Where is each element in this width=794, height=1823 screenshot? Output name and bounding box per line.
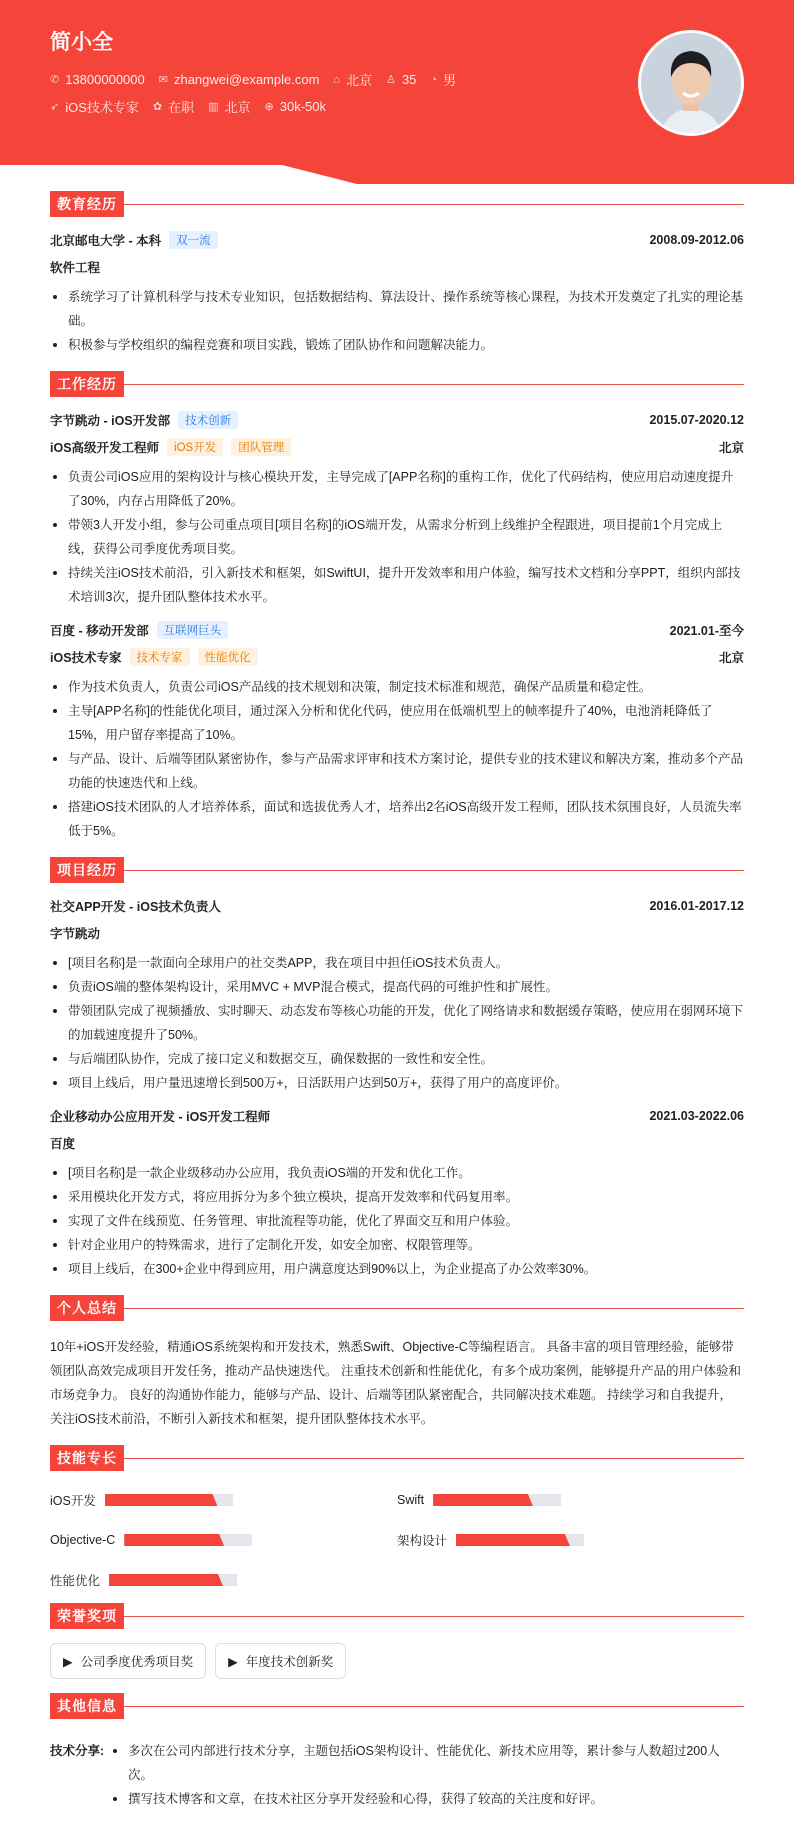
age-icon: ♙ bbox=[386, 74, 396, 86]
role-tag: 技术专家 bbox=[130, 648, 190, 666]
status: 在职 bbox=[168, 100, 195, 115]
position: iOS技术专家 bbox=[65, 100, 139, 115]
list-item: 系统学习了计算机科学与技术专业知识，包括数据结构、算法设计、操作系统等核心课程，为技术开发奠定了扎实的理论基础。 bbox=[50, 285, 744, 333]
email-icon: ✉ bbox=[158, 74, 168, 86]
list-item: 项目上线后，在300+企业中得到应用，用户满意度达到90%以上，为企业提高了办公效率30%。 bbox=[50, 1257, 744, 1281]
project-name: 社交APP开发 - iOS技术负责人 bbox=[50, 900, 221, 914]
project-org: 字节跳动 bbox=[50, 927, 101, 941]
award-label: 公司季度优秀项目奖 bbox=[80, 1655, 194, 1669]
education-entry bbox=[50, 231, 744, 357]
list-item: 项目上线后，用户量迅速增长到500万+，日活跃用户达到50万+，获得了用户的高度评价。 bbox=[50, 1071, 744, 1095]
send-icon: ➶ bbox=[50, 101, 60, 113]
section-title: 个人总结 bbox=[50, 1295, 124, 1321]
skill-item bbox=[50, 1531, 397, 1549]
list-item: 针对企业用户的特殊需求，进行了定制化开发，如安全加密、权限管理等。 bbox=[50, 1233, 744, 1257]
phone-icon: ✆ bbox=[50, 74, 60, 86]
job-intent-row bbox=[50, 97, 326, 116]
project-entry bbox=[50, 1107, 744, 1281]
triangle-icon: ▶ bbox=[63, 1654, 73, 1669]
skill-item bbox=[397, 1531, 744, 1549]
award-item bbox=[50, 1643, 206, 1679]
gender-icon: ◔ bbox=[430, 73, 438, 86]
phone: 13800000000 bbox=[65, 72, 145, 87]
project-date: 2016.01-2017.12 bbox=[649, 899, 744, 913]
list-item: [项目名称]是一款面向全球用户的社交类APP，我在项目中担任iOS技术负责人。 bbox=[50, 951, 744, 975]
project-entry bbox=[50, 897, 744, 1095]
role-tag: iOS开发 bbox=[167, 438, 223, 456]
skill-bar bbox=[109, 1574, 237, 1586]
resume-body bbox=[0, 191, 794, 1823]
skill-name: Swift bbox=[397, 1493, 425, 1507]
triangle-icon: ▶ bbox=[228, 1654, 238, 1669]
work-date: 2015.07-2020.12 bbox=[649, 413, 744, 427]
list-item: 实现了文件在线预览、任务管理、审批流程等功能，优化了界面交互和用户体验。 bbox=[50, 1209, 744, 1233]
salary: 30k-50k bbox=[279, 99, 327, 114]
salary-icon: ⊕ bbox=[264, 101, 274, 113]
award-label: 年度技术创新奖 bbox=[245, 1655, 334, 1669]
project-name: 企业移动办公应用开发 - iOS开发工程师 bbox=[50, 1110, 271, 1124]
skill-item bbox=[397, 1491, 744, 1509]
gender: 男 bbox=[443, 73, 457, 88]
role-tag: 团队管理 bbox=[231, 438, 291, 456]
candidate-name: 简小全 bbox=[50, 31, 113, 54]
section-work bbox=[50, 371, 744, 397]
skill-bar bbox=[124, 1534, 252, 1546]
section-title: 教育经历 bbox=[50, 191, 124, 217]
section-title: 荣誉奖项 bbox=[50, 1603, 124, 1629]
other-label: 技术分享: bbox=[50, 1744, 105, 1758]
edu-date: 2008.09-2012.06 bbox=[649, 233, 744, 247]
section-title: 其他信息 bbox=[50, 1693, 124, 1719]
email: zhangwei@example.com bbox=[173, 72, 320, 87]
list-item: [项目名称]是一款企业级移动办公应用，我负责iOS端的开发和优化工作。 bbox=[50, 1161, 744, 1185]
project-org: 百度 bbox=[50, 1137, 76, 1151]
age: 35 bbox=[401, 72, 417, 87]
section-title: 技能专长 bbox=[50, 1445, 124, 1471]
project-date: 2021.03-2022.06 bbox=[649, 1109, 744, 1123]
skill-bar bbox=[433, 1494, 561, 1506]
list-item: 主导[APP名称]的性能优化项目，通过深入分析和优化代码，使应用在低端机型上的帧率提升了40%，电池消耗降低了15%，用户留存率提高了10%。 bbox=[50, 699, 744, 747]
section-education bbox=[50, 191, 744, 217]
skill-name: iOS开发 bbox=[50, 1494, 96, 1508]
work-city: 北京 bbox=[718, 441, 744, 455]
skill-bar-fill bbox=[109, 1574, 223, 1586]
section-other bbox=[50, 1693, 744, 1719]
role: iOS高级开发工程师 bbox=[50, 441, 160, 455]
city: 北京 bbox=[346, 73, 373, 88]
school-tag: 双一流 bbox=[169, 231, 218, 249]
list-item: 持续关注iOS技术前沿，引入新技术和框架，如SwiftUI，提升开发效率和用户体验，编写技术文档和分享PPT，组织内部技术培训3次，提升团队整体技术水平。 bbox=[50, 561, 744, 609]
section-summary bbox=[50, 1295, 744, 1321]
section-title: 工作经历 bbox=[50, 371, 124, 397]
avatar bbox=[638, 30, 744, 136]
skill-bar-fill bbox=[124, 1534, 224, 1546]
skill-name: 架构设计 bbox=[397, 1534, 448, 1548]
role-tag: 性能优化 bbox=[198, 648, 258, 666]
skill-name: 性能优化 bbox=[50, 1574, 101, 1588]
list-item: 作为技术负责人，负责公司iOS产品线的技术规划和决策，制定技术标准和规范，确保产品质量和稳定性。 bbox=[50, 675, 744, 699]
skill-name: Objective-C bbox=[50, 1533, 116, 1547]
company: 字节跳动 - iOS开发部 bbox=[50, 414, 171, 428]
list-item: 撰写技术博客和文章，在技术社区分享开发经验和心得，获得了较高的关注度和好评。 bbox=[110, 1787, 744, 1811]
summary-text: 10年+iOS开发经验，精通iOS系统架构和开发技术，熟悉Swift、Objective-C等编程语言。 具备丰富的项目管理经验，能够带领团队高效完成项目开发任务，推动产品快速迭代。 注重技术创新和性能优化，有多个成功案例，能够提升产品的用户体验和市场竞争力。 良好的沟通协作能力，能够与产品、设计、后端等团队紧密配合，共同解决技术难题。 持续学习和自我提升，关注iOS技术前沿，不断引入新技术和框架，提升团队整体技术水平。 bbox=[50, 1340, 741, 1426]
list-item: 带领3人开发小组，参与公司重点项目[项目名称]的iOS端开发，从需求分析到上线维护全程跟进，项目提前1个月完成上线，获得公司季度优秀项目奖。 bbox=[50, 513, 744, 561]
award-item bbox=[215, 1643, 346, 1679]
section-title: 项目经历 bbox=[50, 857, 124, 883]
contact-row bbox=[50, 70, 456, 89]
list-item: 搭建iOS技术团队的人才培养体系，面试和选拔优秀人才，培养出2名iOS高级开发工程师，团队技术氛围良好，人员流失率低于5%。 bbox=[50, 795, 744, 843]
skill-item bbox=[50, 1571, 397, 1589]
list-item: 积极参与学校组织的编程竞赛和项目实践，锻炼了团队协作和问题解决能力。 bbox=[50, 333, 744, 357]
major: 软件工程 bbox=[50, 261, 101, 275]
list-item: 带领团队完成了视频播放、实时聊天、动态发布等核心功能的开发，优化了网络请求和数据缓存策略，使应用在弱网环境下的加载速度提升了50%。 bbox=[50, 999, 744, 1047]
section-projects bbox=[50, 857, 744, 883]
home-icon: ⌂ bbox=[333, 73, 341, 86]
skill-item bbox=[50, 1491, 397, 1509]
work-entry bbox=[50, 621, 744, 843]
section-skills bbox=[50, 1445, 744, 1471]
skill-bar-fill bbox=[433, 1494, 533, 1506]
company-tag: 技术创新 bbox=[178, 411, 238, 429]
role: iOS技术专家 bbox=[50, 651, 122, 665]
skill-bar bbox=[105, 1494, 233, 1506]
list-item: 负责iOS端的整体架构设计，采用MVC + MVP混合模式，提高代码的可维护性和扩展性。 bbox=[50, 975, 744, 999]
list-item: 与产品、设计、后端等团队紧密协作，参与产品需求评审和技术方案讨论，提供专业的技术建议和解决方案，推动多个产品功能的快速迭代和上线。 bbox=[50, 747, 744, 795]
building-icon: ▥ bbox=[208, 101, 219, 113]
skills-grid bbox=[50, 1491, 744, 1589]
list-item: 与后端团队协作，完成了接口定义和数据交互，确保数据的一致性和安全性。 bbox=[50, 1047, 744, 1071]
section-awards bbox=[50, 1603, 744, 1629]
list-item: 采用模块化开发方式，将应用拆分为多个独立模块，提高开发效率和代码复用率。 bbox=[50, 1185, 744, 1209]
company: 百度 - 移动开发部 bbox=[50, 624, 149, 638]
skill-bar bbox=[456, 1534, 584, 1546]
school: 北京邮电大学 - 本科 bbox=[50, 234, 162, 248]
list-item: 负责公司iOS应用的架构设计与核心模块开发，主导完成了[APP名称]的重构工作，优化了代码结构，使应用启动速度提升了30%，内存占用降低了20%。 bbox=[50, 465, 744, 513]
awards-list bbox=[50, 1643, 744, 1679]
target-city: 北京 bbox=[224, 100, 251, 115]
skill-bar-fill bbox=[456, 1534, 570, 1546]
skill-bar-fill bbox=[105, 1494, 218, 1506]
status-icon: ✿ bbox=[152, 101, 163, 113]
work-city: 北京 bbox=[718, 651, 744, 665]
work-date: 2021.01-至今 bbox=[669, 624, 744, 638]
other-info bbox=[50, 1739, 744, 1823]
company-tag: 互联网巨头 bbox=[157, 621, 229, 639]
resume-header bbox=[0, 0, 794, 185]
list-item: 多次在公司内部进行技术分享，主题包括iOS架构设计、性能优化、新技术应用等，累计参与人数超过200人次。 bbox=[110, 1739, 744, 1787]
work-entry bbox=[50, 411, 744, 609]
